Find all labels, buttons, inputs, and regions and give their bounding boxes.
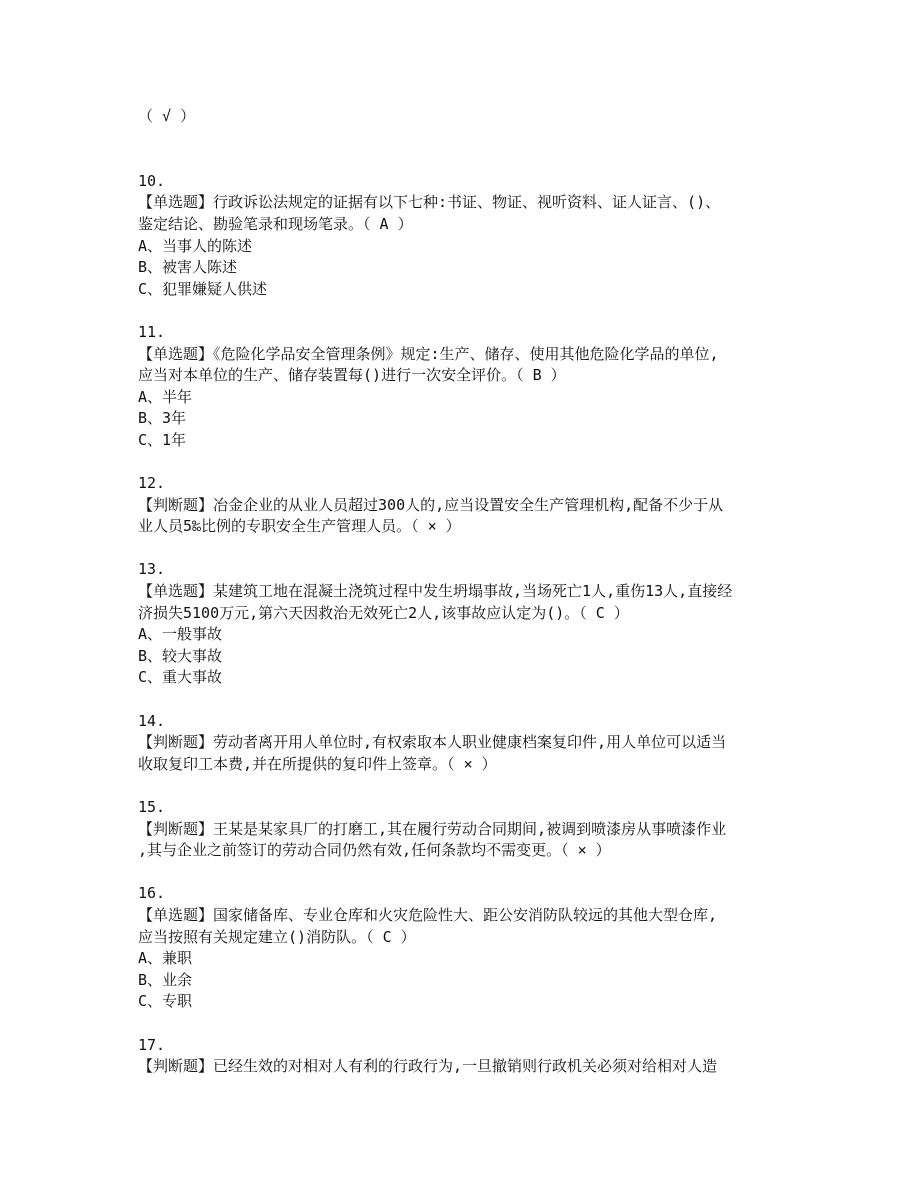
question-number: 10. [138, 171, 166, 190]
question-13 [138, 559, 788, 689]
option-c: C、犯罪嫌疑人供述 [138, 279, 268, 298]
question-14 [138, 711, 788, 776]
question-list [138, 106, 788, 1078]
question-text-line: 收取复印工本费,并在所提供的复印件上签章。（ × ） [138, 754, 497, 773]
question-text-line: 【判断题】冶金企业的从业人员超过300人的,应当设置安全生产管理机构,配备不少于从 [138, 495, 724, 514]
question-number: 17. [138, 1035, 166, 1054]
question-17 [138, 1035, 788, 1078]
question-text-line: 应当对本单位的生产、储存装置每()进行一次安全评价。（ B ） [138, 366, 566, 385]
option-a: A、一般事故 [138, 625, 223, 644]
question-number: 12. [138, 474, 166, 493]
option-b: B、被害人陈述 [138, 258, 238, 277]
option-b: B、较大事故 [138, 646, 223, 665]
question-text-line: 【单选题】国家储备库、专业仓库和火灾危险性大、距公安消防队较远的其他大型仓库, [138, 905, 718, 924]
question-text-line: 【判断题】劳动者离开用人单位时,有权索取本人职业健康档案复印件,用人单位可以适当 [138, 733, 727, 752]
question-15 [138, 797, 788, 862]
question-number: 13. [138, 560, 166, 579]
option-b: B、业余 [138, 970, 193, 989]
question-10 [138, 171, 788, 301]
question-number: 11. [138, 322, 166, 341]
option-a: A、兼职 [138, 949, 193, 968]
question-number: 16. [138, 884, 166, 903]
option-b: B、3年 [138, 409, 187, 428]
question-text-line: 应当按照有关规定建立()消防队。（ C ） [138, 927, 416, 946]
question-text-line: 济损失5100万元,第六天因救治无效死亡2人,该事故应认定为()。（ C ） [138, 603, 629, 622]
question-text-line: 鉴定结论、勘验笔录和现场笔录。（ A ） [138, 214, 413, 233]
option-c: C、1年 [138, 430, 187, 449]
question-16 [138, 883, 788, 1013]
question-number: 14. [138, 711, 166, 730]
previous-answer: （ √ ） [138, 107, 196, 125]
option-a: A、当事人的陈述 [138, 236, 253, 255]
question-11 [138, 322, 788, 452]
question-number: 15. [138, 798, 166, 816]
question-text-line: ,其与企业之前签订的劳动合同仍然有效,任何条款均不需变更。（ × ） [138, 841, 611, 860]
question-text-line: 【单选题】行政诉讼法规定的证据有以下七种:书证、物证、视听资料、证人证言、()、 [138, 193, 721, 212]
question-text-line: 【判断题】王某是某家具厂的打磨工,其在履行劳动合同期间,被调到喷漆房从事喷漆作业 [138, 819, 727, 838]
question-text-line: 【单选题】某建筑工地在混凝土浇筑过程中发生坍塌事故,当场死亡1人,重伤13人,直接经 [138, 582, 733, 601]
question-12 [138, 473, 788, 538]
question-text-line: 【单选题】《危险化学品安全管理条例》规定:生产、储存、使用其他危险化学品的单位, [138, 344, 719, 363]
option-a: A、半年 [138, 387, 193, 406]
option-c: C、专职 [138, 992, 193, 1011]
option-c: C、重大事故 [138, 668, 223, 687]
question-text-line: 业人员5‰比例的专职安全生产管理人员。（ × ） [138, 517, 461, 536]
question-text-line: 【判断题】已经生效的对相对人有利的行政行为,一旦撤销则行政机关必须对给相对人造 [138, 1057, 718, 1076]
